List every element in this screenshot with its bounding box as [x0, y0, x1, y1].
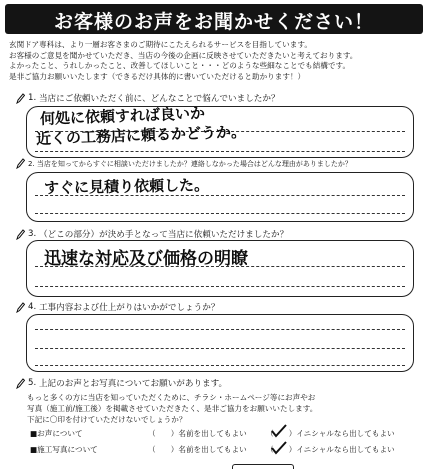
- option-label: ■お声について: [30, 429, 83, 438]
- consent-line: 写真（施工前/施工後）を掲載させていただきたく、是非ご協力をお願いいたします。: [27, 404, 318, 413]
- pencil-icon: [16, 158, 25, 169]
- header-banner: [5, 4, 423, 34]
- answer-line: [35, 365, 405, 366]
- handwritten-answer: 迅速な対応及び価格の明瞭: [44, 249, 248, 269]
- question-1: [16, 92, 280, 104]
- checkmark-icon: [270, 423, 288, 439]
- question-3: [16, 228, 288, 240]
- intro-line: 玄関ドア専科は、より一層お客さまのご期待にこたえられるサービスを目指しています。: [9, 40, 312, 49]
- option-name-ok[interactable]: （ ）名前を出してもよい: [148, 429, 247, 438]
- option-name-ok[interactable]: （ ）名前を出してもよい: [148, 445, 247, 454]
- answer-line: [35, 151, 405, 152]
- checkmark-icon: [270, 440, 288, 456]
- handwritten-answer: すぐに見積り依頼した。: [43, 176, 210, 197]
- answer-line: [35, 213, 405, 214]
- page-title: お客様のお声をお聞かせください！: [53, 11, 374, 33]
- intro-line: 是非ご協力お願いいたします（できるだけ具体的に書いていただけると助かります！）: [9, 71, 306, 81]
- question-text: 当店を知ってからすぐに相談いただけましたか？連絡しなかった場合はどんな理由がありましたか？: [36, 159, 352, 168]
- intro-line: お客様のご意見を聞かせていただき、当店の今後の企画に反映させていただきたいと考えております。: [9, 50, 358, 60]
- option-initials-ok[interactable]: （ ）イニシャルなら出してもよい: [266, 429, 395, 438]
- question-4: [16, 301, 219, 313]
- pencil-icon: [16, 378, 25, 389]
- photo-consent-text: [27, 392, 413, 425]
- footer-tab: [232, 464, 294, 469]
- answer-line: [35, 329, 405, 330]
- intro-text: [9, 40, 423, 82]
- pencil-icon: [16, 229, 25, 240]
- answer-box-4: [26, 314, 414, 372]
- question-5: [16, 377, 227, 389]
- question-number: 5.: [28, 378, 37, 388]
- question-text: 工事内容および仕上がりはいかがでしょうか？: [38, 303, 220, 313]
- question-number: 2.: [28, 159, 35, 168]
- question-2: [16, 158, 352, 169]
- handwritten-answer: 何処に依頼すれば良いか: [39, 104, 206, 128]
- consent-line: 下記に〇印を付けていただけないでしょうか？: [27, 415, 187, 424]
- answer-line: [35, 286, 405, 287]
- handwritten-answer: 近くの工務店に頼るかどうか。: [35, 122, 247, 148]
- option-label: ■施工写真について: [30, 445, 98, 454]
- answer-line: [35, 348, 405, 349]
- pencil-icon: [16, 302, 25, 313]
- question-number: 3.: [28, 229, 37, 239]
- consent-line: もっと多くの方に当店を知っていただくために、チラシ・ホームページ等にお声やお: [27, 393, 316, 402]
- question-number: 1.: [28, 93, 37, 103]
- question-text: 当店にご依頼いただく前に、どんなことで悩んでいましたか？: [38, 94, 280, 104]
- pencil-icon: [16, 93, 25, 104]
- question-text: （どこの部分）が決め手となって当店に依頼いただけましたか？: [38, 230, 289, 240]
- question-text: 上記のお声とお写真についてお願いがあります。: [38, 379, 228, 389]
- question-number: 4.: [28, 302, 37, 312]
- intro-line: よかったこと、うれしかったこと、改善してほしいこと・・・どのような些細なことでも結構です。: [9, 61, 351, 71]
- option-initials-ok[interactable]: （ ）イニシャルなら出してもよい: [266, 445, 395, 454]
